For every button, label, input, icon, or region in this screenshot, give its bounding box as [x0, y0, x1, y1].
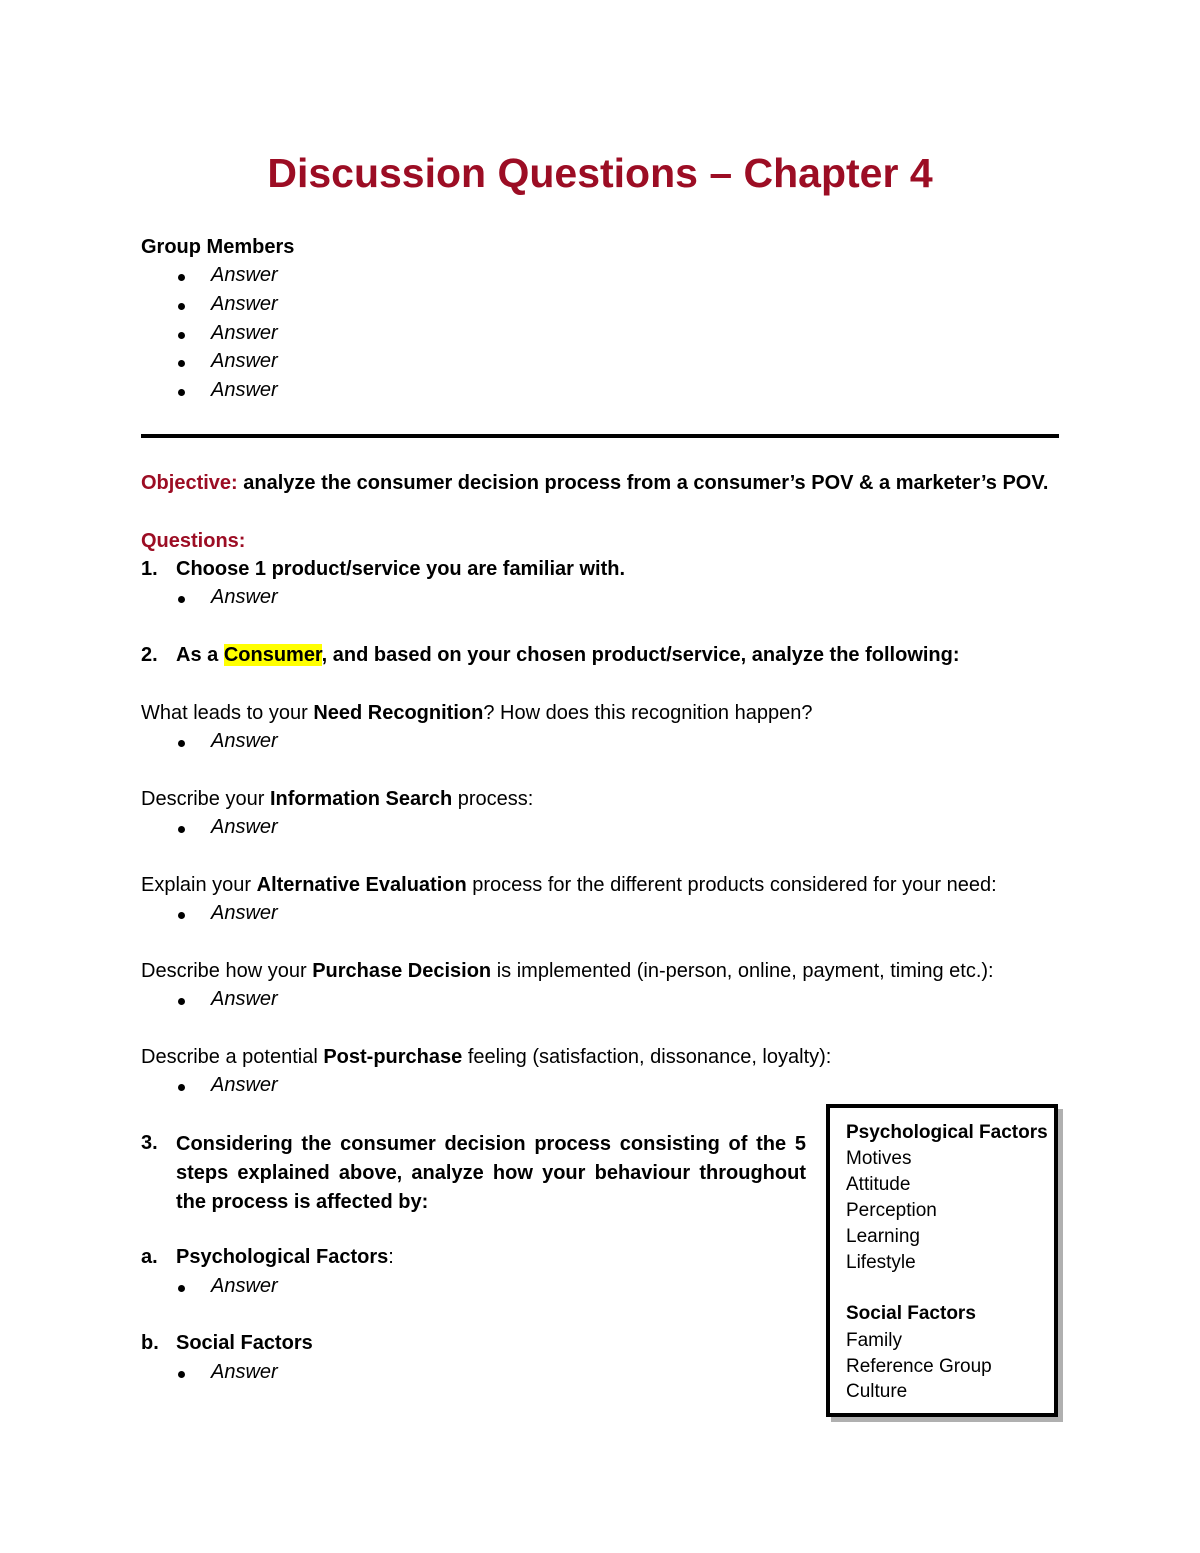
- answer-text: Answer: [211, 988, 278, 1010]
- question-1-text: Choose 1 product/service you are familiar with.: [176, 558, 626, 580]
- question-1-number: 1.: [141, 558, 158, 580]
- bullet-icon: [178, 274, 185, 281]
- step-text: Explain your: [141, 874, 257, 896]
- step-purchase-decision: [141, 960, 994, 983]
- answer-text: Answer: [211, 730, 278, 752]
- step-text: Describe your: [141, 788, 270, 810]
- step-alternative-evaluation: [141, 874, 997, 897]
- answer-text: Answer: [211, 293, 278, 315]
- horizontal-divider: [141, 434, 1059, 438]
- question-2-post: , and based on your chosen product/service, analyze the following:: [321, 644, 960, 666]
- answer-text: Answer: [211, 1074, 278, 1096]
- question-2-pre: As a: [176, 644, 224, 666]
- page-title: Discussion Questions – Chapter 4: [267, 150, 933, 196]
- factor-item: Learning: [846, 1226, 920, 1247]
- question-3-text: Considering the consumer decision process consisting of the 5 steps explained above, analyze how your behaviour throughout the process is affected by:: [176, 1133, 806, 1213]
- step-text: process:: [452, 788, 534, 810]
- bullet-icon: [178, 596, 185, 603]
- question-3a-text: [176, 1246, 394, 1269]
- answer-text: Answer: [211, 1361, 278, 1383]
- bullet-icon: [178, 1285, 185, 1292]
- bullet-icon: [178, 740, 185, 747]
- bullet-icon: [178, 1371, 185, 1378]
- factor-item: Reference Group: [846, 1356, 992, 1377]
- step-need-recognition: [141, 702, 812, 725]
- label-suffix: :: [388, 1246, 394, 1268]
- psychological-factors-label: Psychological Factors: [176, 1246, 389, 1268]
- question-3a-number: a.: [141, 1246, 158, 1268]
- objective-text: analyze the consumer decision process from a consumer’s POV & a marketer’s POV.: [237, 472, 1049, 494]
- question-3b-text: Social Factors: [176, 1332, 313, 1354]
- answer-text: Answer: [211, 322, 278, 344]
- objective-line: [141, 472, 1048, 495]
- question-2-text: [176, 644, 960, 667]
- bullet-icon: [178, 998, 185, 1005]
- step-text: is implemented (in-person, online, payment, timing etc.):: [491, 960, 994, 982]
- answer-text: Answer: [211, 586, 278, 608]
- step-term: Need Recognition: [313, 702, 484, 724]
- bullet-icon: [178, 1084, 185, 1091]
- answer-text: Answer: [211, 1275, 278, 1297]
- step-information-search: [141, 788, 533, 811]
- factor-item: Motives: [846, 1148, 912, 1169]
- psychological-factors-heading: Psychological Factors: [846, 1122, 1048, 1143]
- bullet-icon: [178, 360, 185, 367]
- answer-text: Answer: [211, 379, 278, 401]
- bullet-icon: [178, 912, 185, 919]
- social-factors-heading: Social Factors: [846, 1303, 976, 1324]
- step-term: Post-purchase: [323, 1046, 463, 1068]
- factor-item: Culture: [846, 1381, 908, 1402]
- question-2-number: 2.: [141, 644, 158, 666]
- answer-text: Answer: [211, 350, 278, 372]
- question-3b-number: b.: [141, 1332, 159, 1354]
- question-3-number: 3.: [141, 1132, 158, 1154]
- step-text: Describe a potential: [141, 1046, 324, 1068]
- answer-text: Answer: [211, 902, 278, 924]
- factor-item: Attitude: [846, 1174, 911, 1195]
- step-post-purchase: [141, 1046, 831, 1069]
- factor-item: Perception: [846, 1200, 937, 1221]
- step-text: process for the different products considered for your need:: [466, 874, 997, 896]
- answer-text: Answer: [211, 264, 278, 286]
- step-term: Information Search: [269, 788, 453, 810]
- step-text: ? How does this recognition happen?: [483, 702, 813, 724]
- factor-item: Lifestyle: [846, 1252, 916, 1273]
- step-text: Describe how your: [141, 960, 313, 982]
- factor-item: Family: [846, 1330, 902, 1351]
- bullet-icon: [178, 389, 185, 396]
- consumer-highlight: Consumer: [223, 644, 322, 666]
- step-text: feeling (satisfaction, dissonance, loyalty):: [462, 1046, 832, 1068]
- bullet-icon: [178, 826, 185, 833]
- bullet-icon: [178, 332, 185, 339]
- step-text: What leads to your: [141, 702, 314, 724]
- objective-label: Objective:: [141, 472, 238, 494]
- bullet-icon: [178, 303, 185, 310]
- step-term: Purchase Decision: [312, 960, 492, 982]
- answer-text: Answer: [211, 816, 278, 838]
- factors-box: [826, 1104, 1058, 1417]
- group-members-heading: Group Members: [141, 236, 295, 258]
- step-term: Alternative Evaluation: [256, 874, 467, 896]
- questions-label: Questions:: [141, 530, 246, 552]
